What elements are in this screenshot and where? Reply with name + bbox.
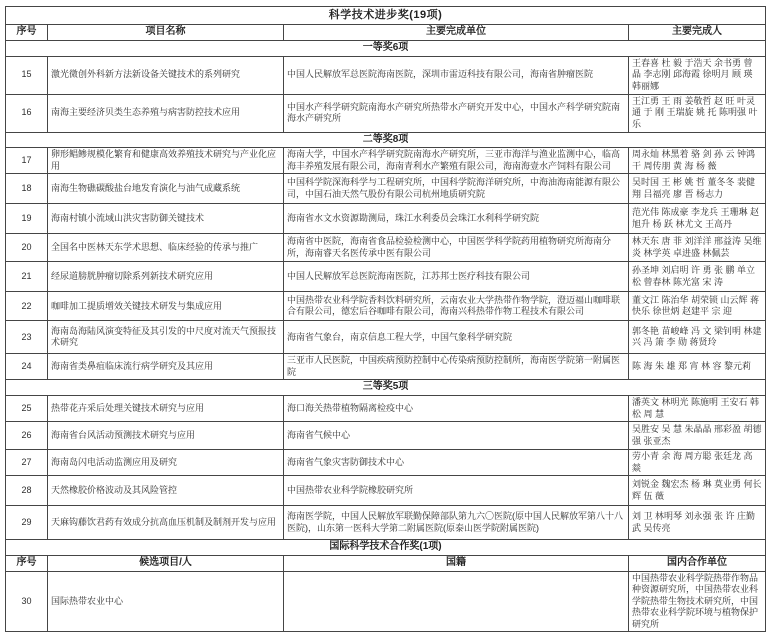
table-row xyxy=(6,94,766,132)
project-cell: 咖啡加工提质增效关键技术研发与集成应用 xyxy=(48,292,284,321)
table-row xyxy=(6,450,766,476)
section-label: 三等奖5项 xyxy=(6,380,766,396)
serial-cell: 16 xyxy=(6,94,48,132)
people-cell: 刘锐金 魏宏杰 杨 琳 莫业勇 何长辉 伍 薇 xyxy=(629,476,766,506)
table-row xyxy=(6,56,766,94)
candidate-cell: 国际热带农业中心 xyxy=(48,571,284,632)
table-row xyxy=(6,354,766,380)
table-row xyxy=(6,292,766,321)
project-cell: 热带花卉采后处理关键技术研究与应用 xyxy=(48,396,284,422)
col-header-domestic-units: 国内合作单位 xyxy=(629,556,766,572)
section-label: 二等奖8项 xyxy=(6,132,766,148)
col-header-serial: 序号 xyxy=(6,25,48,41)
units-cell: 三亚市人民医院，中国疾病预防控制中心传染病预防控制所，海南医学院第一附属医院 xyxy=(284,354,629,380)
col-header-nationality: 国籍 xyxy=(284,556,629,572)
col-header-serial: 序号 xyxy=(6,556,48,572)
people-cell: 王江勇 王 雨 姜敬哲 赵 旺 叶灵通 于 刚 王瑞旋 姚 托 陈明强 叶 乐 xyxy=(629,94,766,132)
project-cell: 南海主要经济贝类生态养殖与病害防控技术应用 xyxy=(48,94,284,132)
serial-cell: 20 xyxy=(6,234,48,262)
units-cell: 海南省气候中心 xyxy=(284,422,629,450)
serial-cell: 26 xyxy=(6,422,48,450)
project-cell: 全国名中医林天东学术思想、临床经验的传承与推广 xyxy=(48,234,284,262)
serial-cell: 18 xyxy=(6,174,48,204)
serial-cell: 17 xyxy=(6,148,48,174)
serial-cell: 30 xyxy=(6,571,48,632)
table-row xyxy=(6,262,766,292)
table-row xyxy=(6,571,766,632)
units-cell: 海南省气象台，南京信息工程大学，中国气象科学研究院 xyxy=(284,321,629,354)
people-cell: 林天东 唐 菲 刘洋洋 邢益涛 吴维炎 林学英 卓进盛 林佩芸 xyxy=(629,234,766,262)
table-row xyxy=(6,476,766,506)
table-row xyxy=(6,422,766,450)
people-cell: 范光伟 陈成豪 李龙兵 王珊琳 赵旭升 杨 跃 林尤文 王高丹 xyxy=(629,204,766,234)
serial-cell: 27 xyxy=(6,450,48,476)
serial-cell: 21 xyxy=(6,262,48,292)
units-cell: 海南省中医院，海南省食品检验检测中心，中国医学科学院药用植物研究所海南分所，海南睿天名医传承中医有限公司 xyxy=(284,234,629,262)
project-cell: 海南省类鼻疽临床流行病学研究及其应用 xyxy=(48,354,284,380)
table-title-row xyxy=(6,7,766,25)
people-cell: 周永灿 林黑着 骆 剑 孙 云 钟鸿干 周传朋 黄 海 杨 薇 xyxy=(629,148,766,174)
project-cell: 海南村镇小流域山洪灾害防御关键技术 xyxy=(48,204,284,234)
people-cell: 王春喜 杜 毅 于浩天 余书勇 曾 晶 李志刚 邱海霞 徐明月 顾 瑛 韩丽娜 xyxy=(629,56,766,94)
units-cell: 海南省气象灾害防御技术中心 xyxy=(284,450,629,476)
serial-cell: 28 xyxy=(6,476,48,506)
serial-cell: 24 xyxy=(6,354,48,380)
units-cell: 海南省水文水资源勘测局，珠江水利委员会珠江水利科学研究院 xyxy=(284,204,629,234)
intl-table-title: 国际科学技术合作奖(1项) xyxy=(6,540,766,556)
people-cell: 吴胜安 吴 慧 朱晶晶 邢彩盈 胡德强 张亚杰 xyxy=(629,422,766,450)
project-cell: 天然橡胶价格波动及其风险管控 xyxy=(48,476,284,506)
people-cell: 董文江 陈治华 胡荣锁 山云辉 蒋快乐 徐世炳 赵建平 宗 迎 xyxy=(629,292,766,321)
project-cell: 海南岛海陆风演变特征及其引发的中尺度对流天气预报技术研究 xyxy=(48,321,284,354)
table-title: 科学技术进步奖(19项) xyxy=(6,7,766,25)
table-row xyxy=(6,234,766,262)
project-cell: 激光微创外科新方法新设备关键技术的系列研究 xyxy=(48,56,284,94)
units-cell: 中国热带农业科学院香料饮料研究所，云南农业大学热带作物学院，澄迈福山咖啡联合有限公司，德宏后谷咖啡有限公司，海南兴科热带作物工程技术有限公司 xyxy=(284,292,629,321)
project-cell: 南海生物礁碳酸盐台地发育演化与油气成藏系统 xyxy=(48,174,284,204)
section-header-second-prize xyxy=(6,132,766,148)
units-cell: 中国人民解放军总医院海南医院，深圳市雷迈科技有限公司，海南省肿瘤医院 xyxy=(284,56,629,94)
section-header-first-prize xyxy=(6,40,766,56)
people-cell: 孙圣坤 刘启明 许 勇 张 鹏 单立松 曾春林 陈光富 宋 涛 xyxy=(629,262,766,292)
people-cell: 潘英文 林明光 陈施明 王安石 韩 松 周 慧 xyxy=(629,396,766,422)
serial-cell: 22 xyxy=(6,292,48,321)
serial-cell: 19 xyxy=(6,204,48,234)
units-cell: 中国科学院深海科学与工程研究所，中国科学院海洋研究所，中海油海南能源有限公司，中国石油天然气股份有限公司杭州地质研究院 xyxy=(284,174,629,204)
serial-cell: 25 xyxy=(6,396,48,422)
table-row xyxy=(6,148,766,174)
units-cell: 中国人民解放军总医院海南医院，江苏邦士医疗科技有限公司 xyxy=(284,262,629,292)
table-row xyxy=(6,321,766,354)
table-row xyxy=(6,396,766,422)
nationality-cell xyxy=(284,571,629,632)
units-cell: 海南大学，中国水产科学研究院南海水产研究所，三亚市海洋与渔业监测中心，临高海丰养殖发展有限公司，海南青利水产繁殖有限公司，海南海壹水产饲料有限公司 xyxy=(284,148,629,174)
intl-column-header-row xyxy=(6,556,766,572)
project-cell: 海南岛闪电活动监测应用及研究 xyxy=(48,450,284,476)
serial-cell: 29 xyxy=(6,506,48,540)
people-cell: 吴时国 王 彬 姚 哲 董冬冬 裴健翔 吕福亮 廖 晋 杨志力 xyxy=(629,174,766,204)
project-cell: 天麻钩藤饮君药有效成分抗高血压机制及制剂开发与应用 xyxy=(48,506,284,540)
domestic-units-cell: 中国热带农业科学院热带作物品种资源研究所，中国热带农业科学院热带生物技术研究所，中国热带农业科学院环境与植物保护研究所 xyxy=(629,571,766,632)
col-header-units: 主要完成单位 xyxy=(284,25,629,41)
units-cell: 中国水产科学研究院南海水产研究所热带水产研究开发中心，中国水产科学研究院南海水产研究所 xyxy=(284,94,629,132)
awards-table xyxy=(5,6,766,632)
section-header-intl-award xyxy=(6,540,766,556)
units-cell: 中国热带农业科学院橡胶研究所 xyxy=(284,476,629,506)
section-label: 一等奖6项 xyxy=(6,40,766,56)
project-cell: 卵形鲳鲹规模化繁育和健康高效养殖技术研究与产业化应用 xyxy=(48,148,284,174)
project-cell: 海南省台风活动预测技术研究与应用 xyxy=(48,422,284,450)
serial-cell: 15 xyxy=(6,56,48,94)
project-cell: 经尿道膀胱肿瘤切除系列新技术研究应用 xyxy=(48,262,284,292)
people-cell: 陈 海 朱 雄 郑 宵 林 容 黎元莉 xyxy=(629,354,766,380)
units-cell: 海南医学院，中国人民解放军联勤保障部队第九六〇医院(原中国人民解放军第八十八医院)，山东第一医科大学第二附属医院(原泰山医学院附属医院) xyxy=(284,506,629,540)
column-header-row xyxy=(6,25,766,41)
col-header-people: 主要完成人 xyxy=(629,25,766,41)
serial-cell: 23 xyxy=(6,321,48,354)
col-header-project: 项目名称 xyxy=(48,25,284,41)
units-cell: 海口海关热带植物隔离检疫中心 xyxy=(284,396,629,422)
table-row xyxy=(6,174,766,204)
table-row xyxy=(6,506,766,540)
people-cell: 劳小青 余 海 周方聪 张廷龙 高 燚 xyxy=(629,450,766,476)
col-header-candidate: 候选项目/人 xyxy=(48,556,284,572)
people-cell: 郭冬艳 苗峻峰 冯 文 梁钊明 林建兴 冯 箫 李 勋 蒋贤玲 xyxy=(629,321,766,354)
people-cell: 刘 卫 林明琴 刘永强 张 许 庄勤武 吴传亮 xyxy=(629,506,766,540)
section-header-third-prize xyxy=(6,380,766,396)
table-row xyxy=(6,204,766,234)
